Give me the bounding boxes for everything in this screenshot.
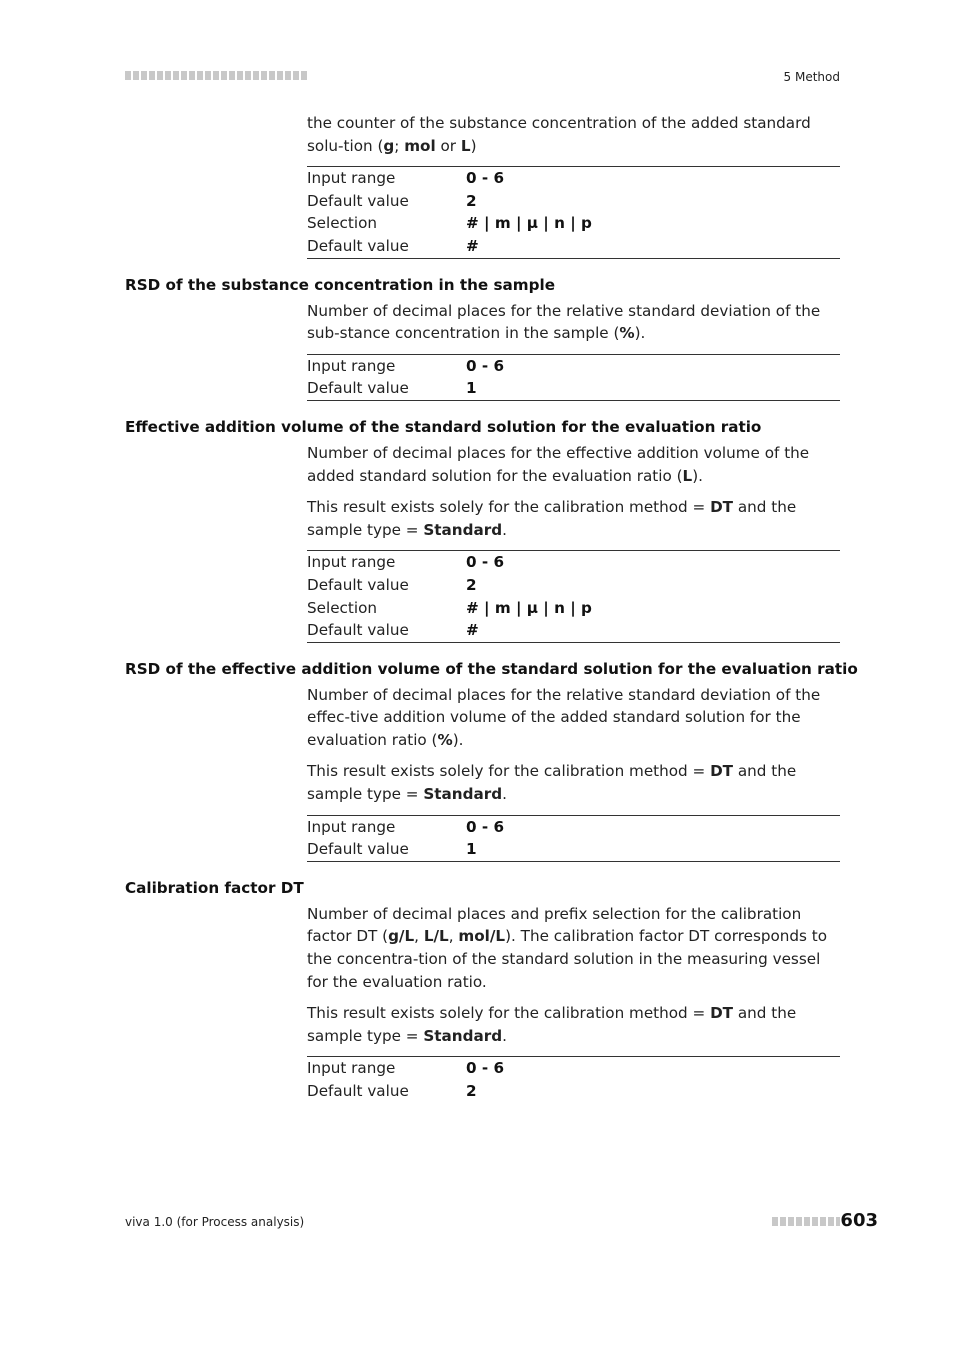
- table-row: Default value 2: [307, 1082, 477, 1100]
- section-body: [307, 684, 840, 862]
- section-note: This result exists solely for the calibration method = DT and the sample type = Standard.: [307, 762, 797, 804]
- table-row: Input range 0 - 6: [307, 817, 505, 836]
- section-title: RSD of the substance concentration in the sample: [125, 275, 556, 294]
- footer-decoration: [772, 1217, 840, 1226]
- param-table: [307, 1056, 840, 1102]
- section-body: [307, 442, 840, 643]
- table-row: Default value #: [307, 236, 479, 255]
- section-title: RSD of the effective addition volume of the standard solution for the evaluation ratio: [125, 659, 858, 678]
- section-paragraph: Number of decimal places for the relative standard deviation of the effec-tive addition volume of the added standard solution for the evaluation ratio (%).: [307, 685, 821, 749]
- footer-product: viva 1.0 (for Process analysis): [125, 1215, 305, 1229]
- table-row: Selection # | m | µ | n | p: [307, 214, 592, 233]
- section-title: Effective addition volume of the standard solution for the evaluation ratio: [125, 417, 762, 436]
- section-paragraph: Number of decimal places and prefix selection for the calibration factor DT (g/L, L/L, mol/L). The calibration factor DT corresponds to the concentra-tion of the standard solution in the measuring vessel for the evaluation ratio.: [307, 904, 828, 991]
- intro-block: [307, 112, 840, 259]
- table-row: Input range 0 - 6: [307, 356, 505, 375]
- section-note: This result exists solely for the calibration method = DT and the sample type = Standard.: [307, 498, 797, 539]
- table-row: Input range 0 - 6: [307, 169, 505, 188]
- table-row: Default value 1: [307, 379, 477, 398]
- header-section-title: 5 Method: [783, 70, 840, 84]
- section-title: Calibration factor DT: [125, 878, 304, 897]
- table-row: Default value #: [307, 621, 479, 640]
- param-table: [307, 815, 840, 862]
- table-row: Default value 2: [307, 191, 477, 210]
- table-row: Default value 1: [307, 840, 477, 859]
- page-number: 603: [840, 1210, 878, 1231]
- section-paragraph: Number of decimal places for the effective addition volume of the added standard solution for the evaluation ratio (L).: [307, 443, 810, 485]
- table-row: Input range 0 - 6: [307, 553, 505, 572]
- param-table: [307, 550, 840, 642]
- table-row: Selection # | m | µ | n | p: [307, 598, 592, 617]
- table-row: Default value 2: [307, 575, 477, 594]
- intro-paragraph: the counter of the substance concentration of the added standard solu-tion (g; mol or L): [307, 114, 811, 155]
- section-paragraph: Number of decimal places for the relative standard deviation of the sub-stance concentration in the sample (%).: [307, 301, 821, 343]
- table-row: Input range 0 - 6: [307, 1059, 505, 1078]
- section-note: This result exists solely for the calibration method = DT and the sample type = Standard.: [307, 1004, 797, 1045]
- section-body: [307, 903, 840, 1103]
- intro-param-table: [307, 166, 840, 258]
- page-content: [0, 112, 954, 1103]
- param-table: [307, 354, 840, 401]
- section-body: [307, 300, 840, 401]
- header-decoration: [125, 71, 307, 80]
